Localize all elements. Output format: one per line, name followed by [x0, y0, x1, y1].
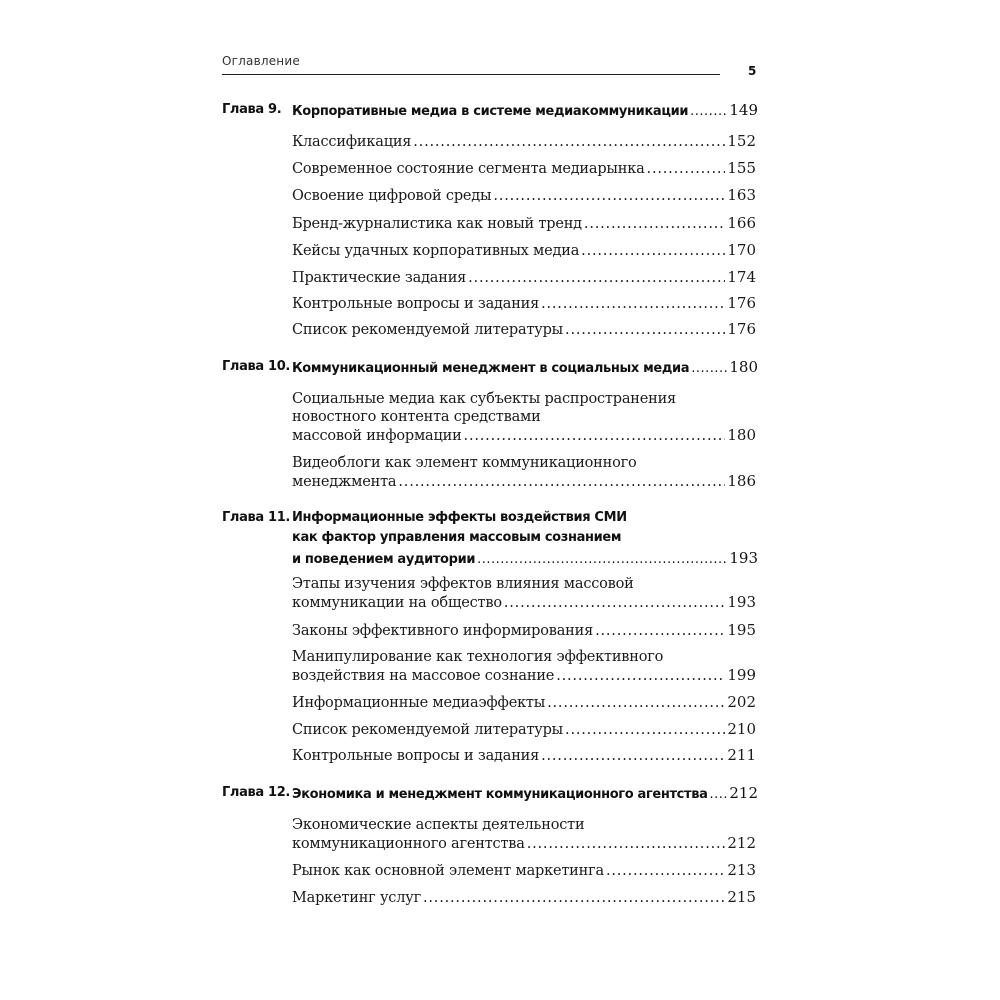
toc-entry [292, 720, 756, 739]
page-ref: 176 [727, 294, 756, 312]
entry-title: Классификация [292, 134, 412, 150]
toc-entry [292, 159, 756, 178]
page-ref: 210 [727, 720, 756, 738]
entry-title-line: Экономические аспекты деятельности [292, 817, 585, 833]
page-ref: 180 [727, 426, 756, 444]
leader-dots [527, 835, 726, 853]
page-ref: 212 [727, 834, 756, 852]
leader-dots [584, 215, 725, 233]
toc-entry [292, 132, 756, 151]
entry-title: Бренд-журналистика как новый тренд [292, 216, 582, 232]
toc-entry [292, 888, 756, 907]
page-ref: 155 [727, 159, 756, 177]
toc-entry [292, 648, 756, 685]
page-ref: 212 [729, 784, 758, 802]
entry-title: Контрольные вопросы и задания [292, 748, 540, 764]
entry-title: коммуникационного агентства [292, 836, 525, 852]
chapter-title: Экономика и менеджмент коммуникационного агентства [292, 787, 708, 802]
entry-title-line: Манипулирование как технология эффективного [292, 649, 664, 665]
running-head: Оглавление [222, 54, 300, 68]
page-ref: 170 [727, 241, 756, 259]
page-ref: 215 [727, 888, 756, 906]
chapter-9-heading [222, 100, 758, 122]
toc-entry [292, 241, 756, 260]
toc-entry [292, 861, 756, 880]
chapter-label: Глава 11. [222, 510, 290, 525]
leader-dots [477, 550, 727, 570]
chapter-title-line: как фактор управления массовым сознанием [292, 530, 622, 545]
leader-dots [423, 889, 725, 907]
page-ref: 163 [727, 186, 756, 204]
leader-dots [595, 622, 725, 640]
leader-dots [690, 102, 727, 122]
toc-entry [292, 575, 756, 612]
toc-entry [292, 816, 756, 853]
entry-title-line: Социальные медиа как субъекты распространения [292, 391, 676, 407]
entry-title: менеджмента [292, 474, 397, 490]
toc-entry [292, 268, 756, 287]
entry-title-line: новостного контента средствами [292, 409, 541, 425]
entry-title: массовой информации [292, 428, 462, 444]
leader-dots [398, 473, 725, 491]
chapter-label: Глава 12. [222, 785, 290, 800]
leader-dots [606, 862, 725, 880]
entry-title: Практические задания [292, 270, 467, 286]
chapter-label: Глава 10. [222, 359, 290, 374]
page-ref: 176 [727, 320, 756, 338]
chapter-10-heading [222, 357, 758, 379]
chapter-11-heading [222, 508, 758, 570]
entry-title-line: Этапы изучения эффектов влияния массовой [292, 576, 634, 592]
entry-title: воздействия на массовое сознание [292, 668, 555, 684]
chapter-label: Глава 9. [222, 102, 282, 117]
leader-dots [547, 694, 725, 712]
chapter-title-line: Информационные эффекты воздействия СМИ [292, 510, 627, 525]
toc-entry [292, 320, 756, 339]
chapter-title: и поведением аудитории [292, 552, 476, 567]
toc-entry [292, 746, 756, 765]
page-ref: 199 [727, 666, 756, 684]
chapter-title: Коммуникационный менеджмент в социальных медиа [292, 361, 690, 376]
entry-title-line: Видеоблоги как элемент коммуникационного [292, 455, 637, 471]
page-ref: 180 [729, 358, 758, 376]
page-ref: 152 [727, 132, 756, 150]
toc-entry [292, 693, 756, 712]
leader-dots [493, 187, 725, 205]
entry-title: коммуникации на общество [292, 595, 502, 611]
leader-dots [541, 747, 725, 765]
entry-title: Маркетинг услуг [292, 890, 421, 906]
leader-dots [464, 427, 726, 445]
entry-title: Список рекомендуемой литературы [292, 722, 564, 738]
leader-dots [556, 667, 725, 685]
leader-dots [710, 785, 728, 805]
page-ref: 193 [729, 549, 758, 567]
entry-title: Законы эффективного информирования [292, 623, 594, 639]
page-ref: 211 [727, 746, 756, 764]
entry-title: Кейсы удачных корпоративных медиа [292, 243, 580, 259]
page-ref: 195 [727, 621, 756, 639]
toc-entry [292, 186, 756, 205]
header-rule [222, 74, 720, 75]
page-ref: 149 [729, 101, 758, 119]
toc-entry [292, 454, 756, 491]
entry-title: Информационные медиаэффекты [292, 695, 546, 711]
leader-dots [581, 242, 725, 260]
leader-dots [413, 133, 725, 151]
leader-dots [541, 295, 725, 313]
leader-dots [504, 594, 726, 612]
entry-title: Современное состояние сегмента медиарынка [292, 161, 645, 177]
entry-title: Освоение цифровой среды [292, 188, 492, 204]
leader-dots [691, 359, 727, 379]
chapter-12-heading [222, 783, 758, 805]
page-ref: 166 [727, 214, 756, 232]
leader-dots [565, 721, 725, 739]
toc-entry [292, 294, 756, 313]
entry-title: Контрольные вопросы и задания [292, 296, 540, 312]
page-ref: 202 [727, 693, 756, 711]
leader-dots [468, 269, 725, 287]
page-ref: 174 [727, 268, 756, 286]
page-ref: 193 [727, 593, 756, 611]
page-ref: 213 [727, 861, 756, 879]
entry-title: Список рекомендуемой литературы [292, 322, 564, 338]
leader-dots [647, 160, 726, 178]
toc-entry [292, 390, 756, 445]
page-ref: 186 [727, 472, 756, 490]
chapter-title: Корпоративные медиа в системе медиакоммуникации [292, 104, 689, 119]
entry-title: Рынок как основной элемент маркетинга [292, 863, 604, 879]
toc-entry [292, 214, 756, 233]
leader-dots [565, 321, 725, 339]
toc-entry [292, 621, 756, 640]
page-number: 5 [748, 64, 757, 78]
